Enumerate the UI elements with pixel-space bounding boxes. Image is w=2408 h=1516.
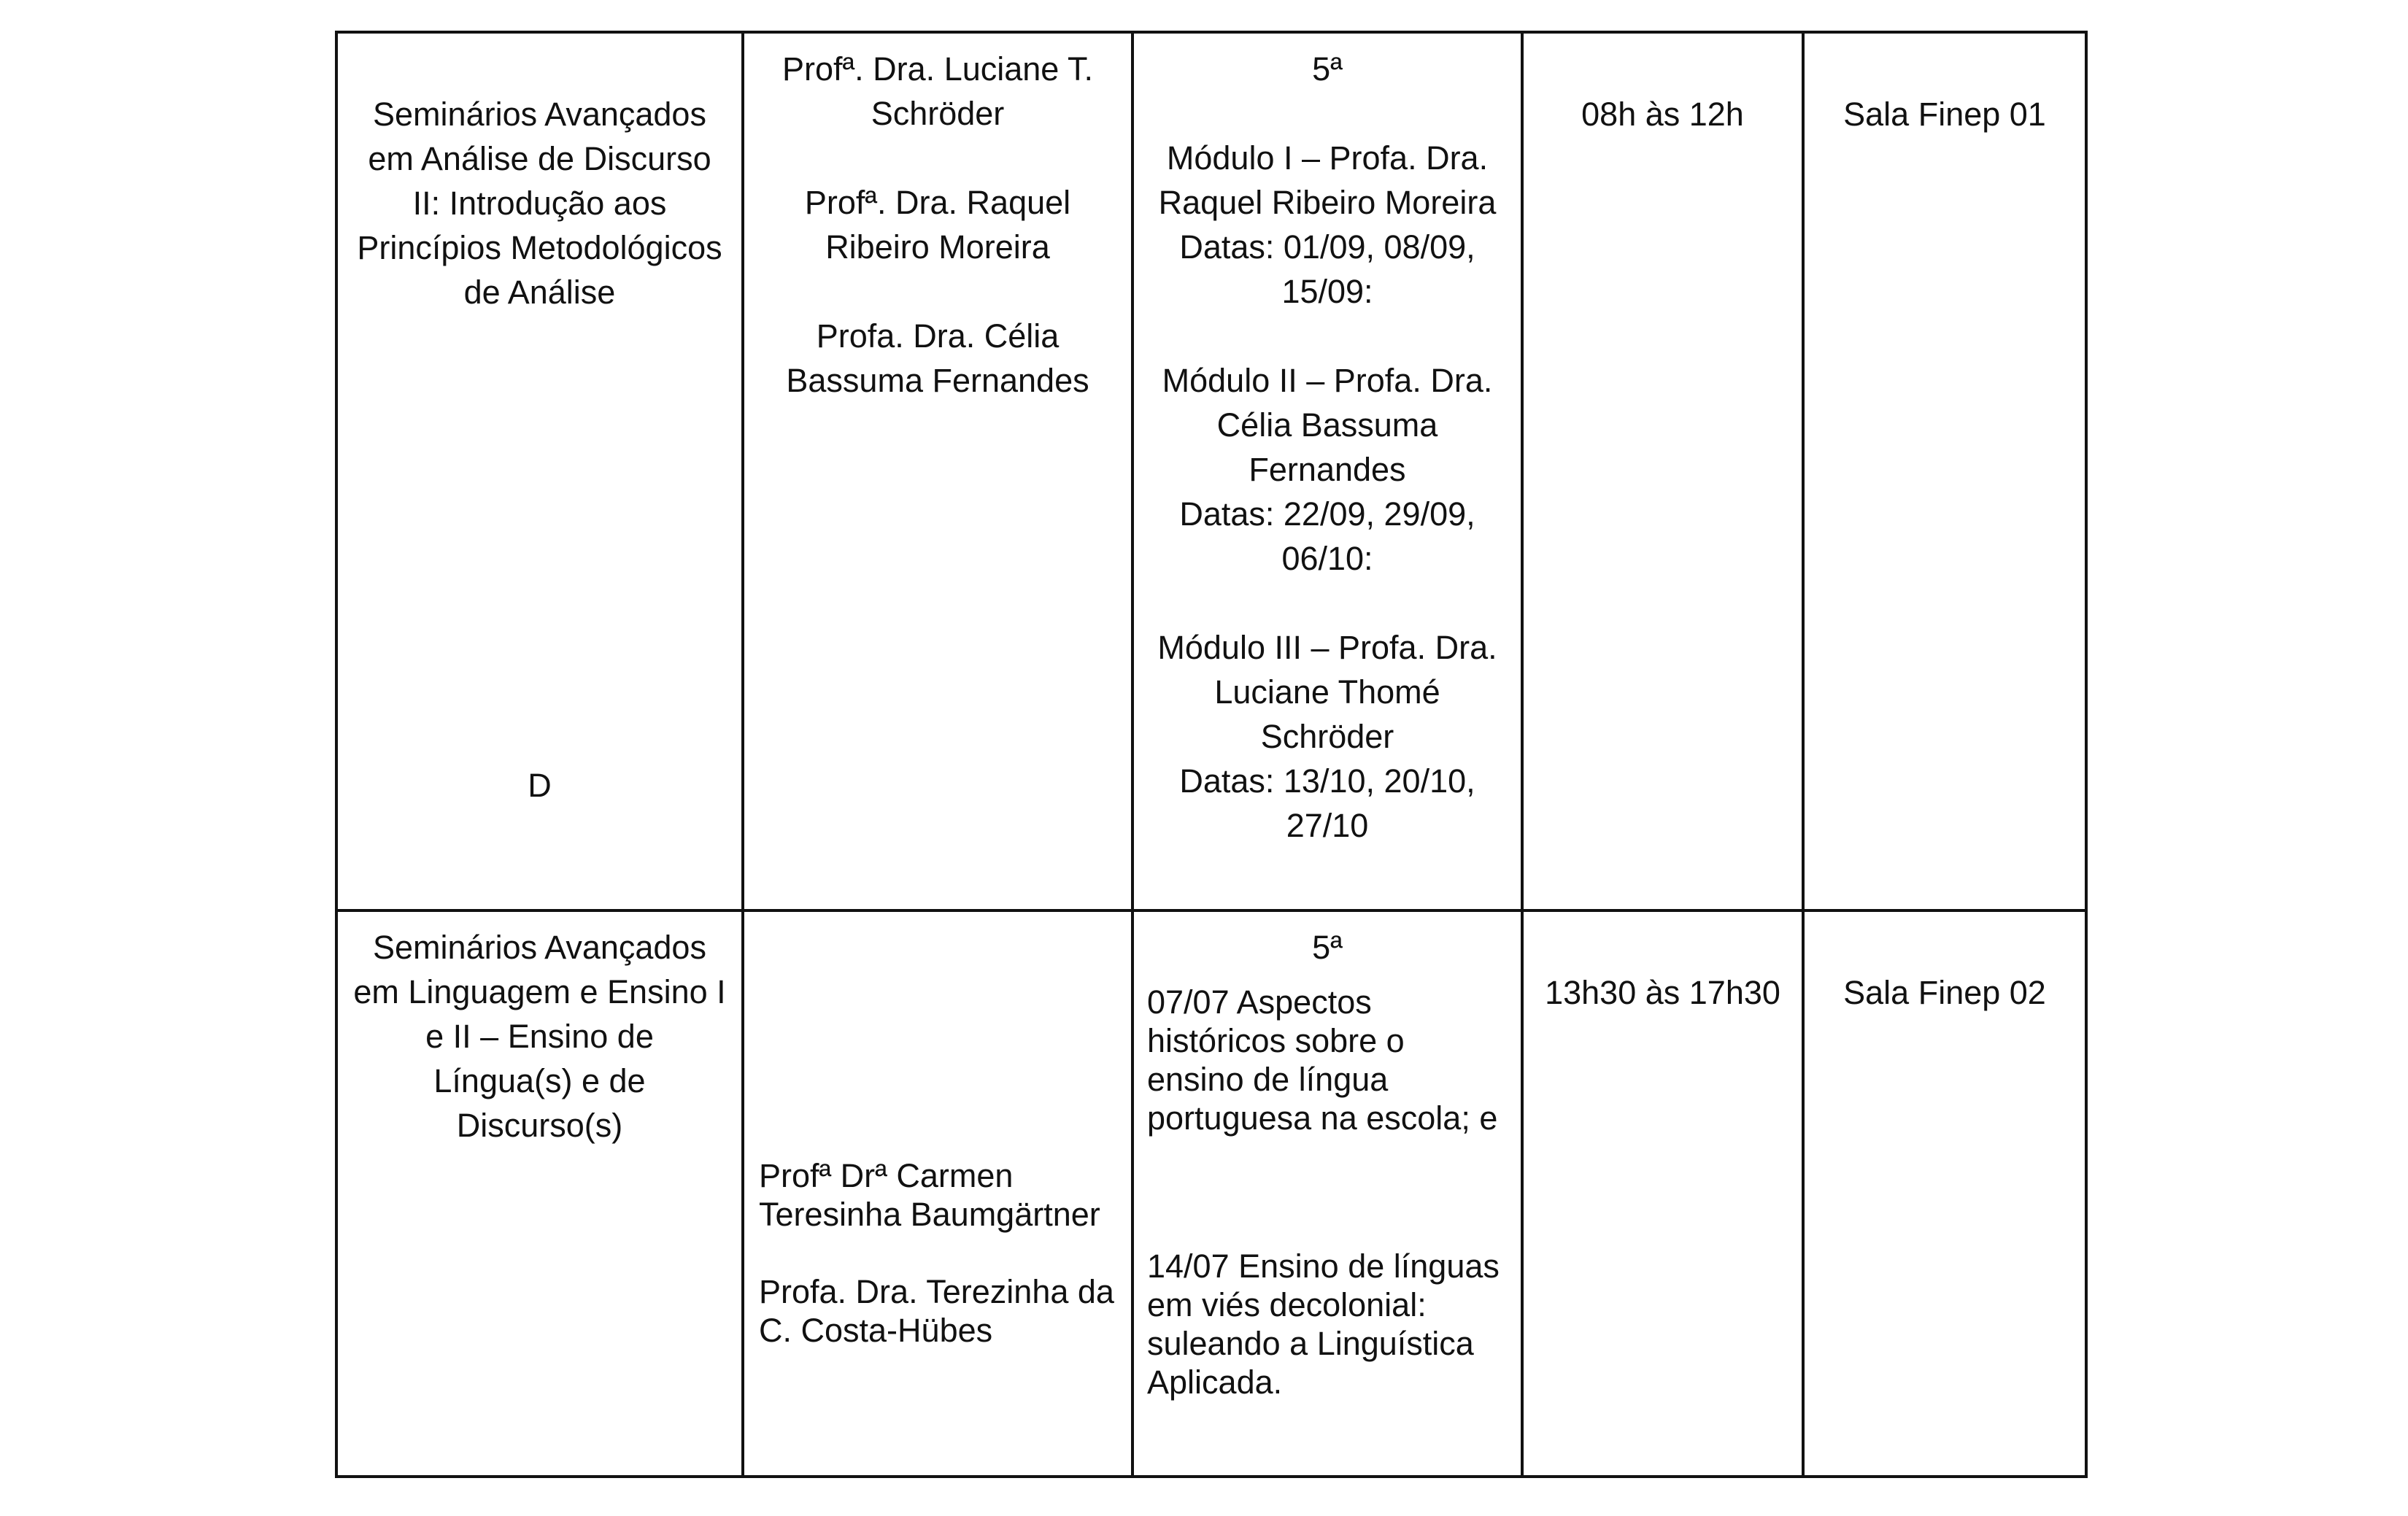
time-cell <box>1522 32 1803 910</box>
discipline-name: Seminários Avançados em Linguagem e Ensino I e II – Ensino de Língua(s) e de Discurso(s) <box>353 929 726 1144</box>
module-dates: Datas: 13/10, 20/10, 27/10 <box>1179 762 1475 844</box>
discipline-cell <box>336 910 743 1477</box>
professor-name: Profª Drª Carmen Teresinha Baumgärtner <box>759 1157 1100 1233</box>
weekday: 5ª <box>1312 929 1343 966</box>
schedule-cell <box>1132 32 1522 910</box>
professor-name: Profa. Dra. Terezinha da C. Costa-Hübes <box>759 1273 1114 1349</box>
class-time: 13h30 às 17h30 <box>1545 974 1780 1011</box>
class-room: Sala Finep 01 <box>1843 96 2046 133</box>
topic-item: 14/07 Ensino de línguas em viés decolonial: suleando a Linguística Aplicada. <box>1147 1248 1500 1401</box>
table-row <box>336 910 2086 1477</box>
row-marker: D <box>528 767 552 804</box>
discipline-cell <box>336 32 743 910</box>
topic-item: 07/07 Aspectos históricos sobre o ensino de língua portuguesa na escola; e <box>1147 983 1498 1137</box>
time-cell <box>1522 910 1803 1477</box>
professor-name: Profa. Dra. Célia Bassuma Fernandes <box>786 317 1089 399</box>
class-time: 08h às 12h <box>1581 96 1744 133</box>
schedule-cell <box>1132 910 1522 1477</box>
professors-cell <box>743 910 1132 1477</box>
professor-name: Profª. Dra. Raquel Ribeiro Moreira <box>804 184 1071 266</box>
schedule-table <box>335 31 2088 1478</box>
module-title: Módulo III – Profa. Dra. Luciane Thomé Schröder <box>1157 629 1497 755</box>
professor-name: Profª. Dra. Luciane T. Schröder <box>782 50 1094 132</box>
professors-cell <box>743 32 1132 910</box>
table-row <box>336 32 2086 910</box>
module-dates: Datas: 22/09, 29/09, 06/10: <box>1179 495 1475 577</box>
room-cell <box>1803 910 2086 1477</box>
class-room: Sala Finep 02 <box>1843 974 2046 1011</box>
room-cell <box>1803 32 2086 910</box>
discipline-name: Seminários Avançados em Análise de Discurso II: Introdução aos Princípios Metodológicos de Análise <box>357 96 722 311</box>
module-title: Módulo II – Profa. Dra. Célia Bassuma Fernandes <box>1162 362 1493 488</box>
module-title: Módulo I – Profa. Dra. Raquel Ribeiro Moreira <box>1158 139 1497 221</box>
weekday: 5ª <box>1312 50 1343 88</box>
module-dates: Datas: 01/09, 08/09, 15/09: <box>1179 228 1475 310</box>
